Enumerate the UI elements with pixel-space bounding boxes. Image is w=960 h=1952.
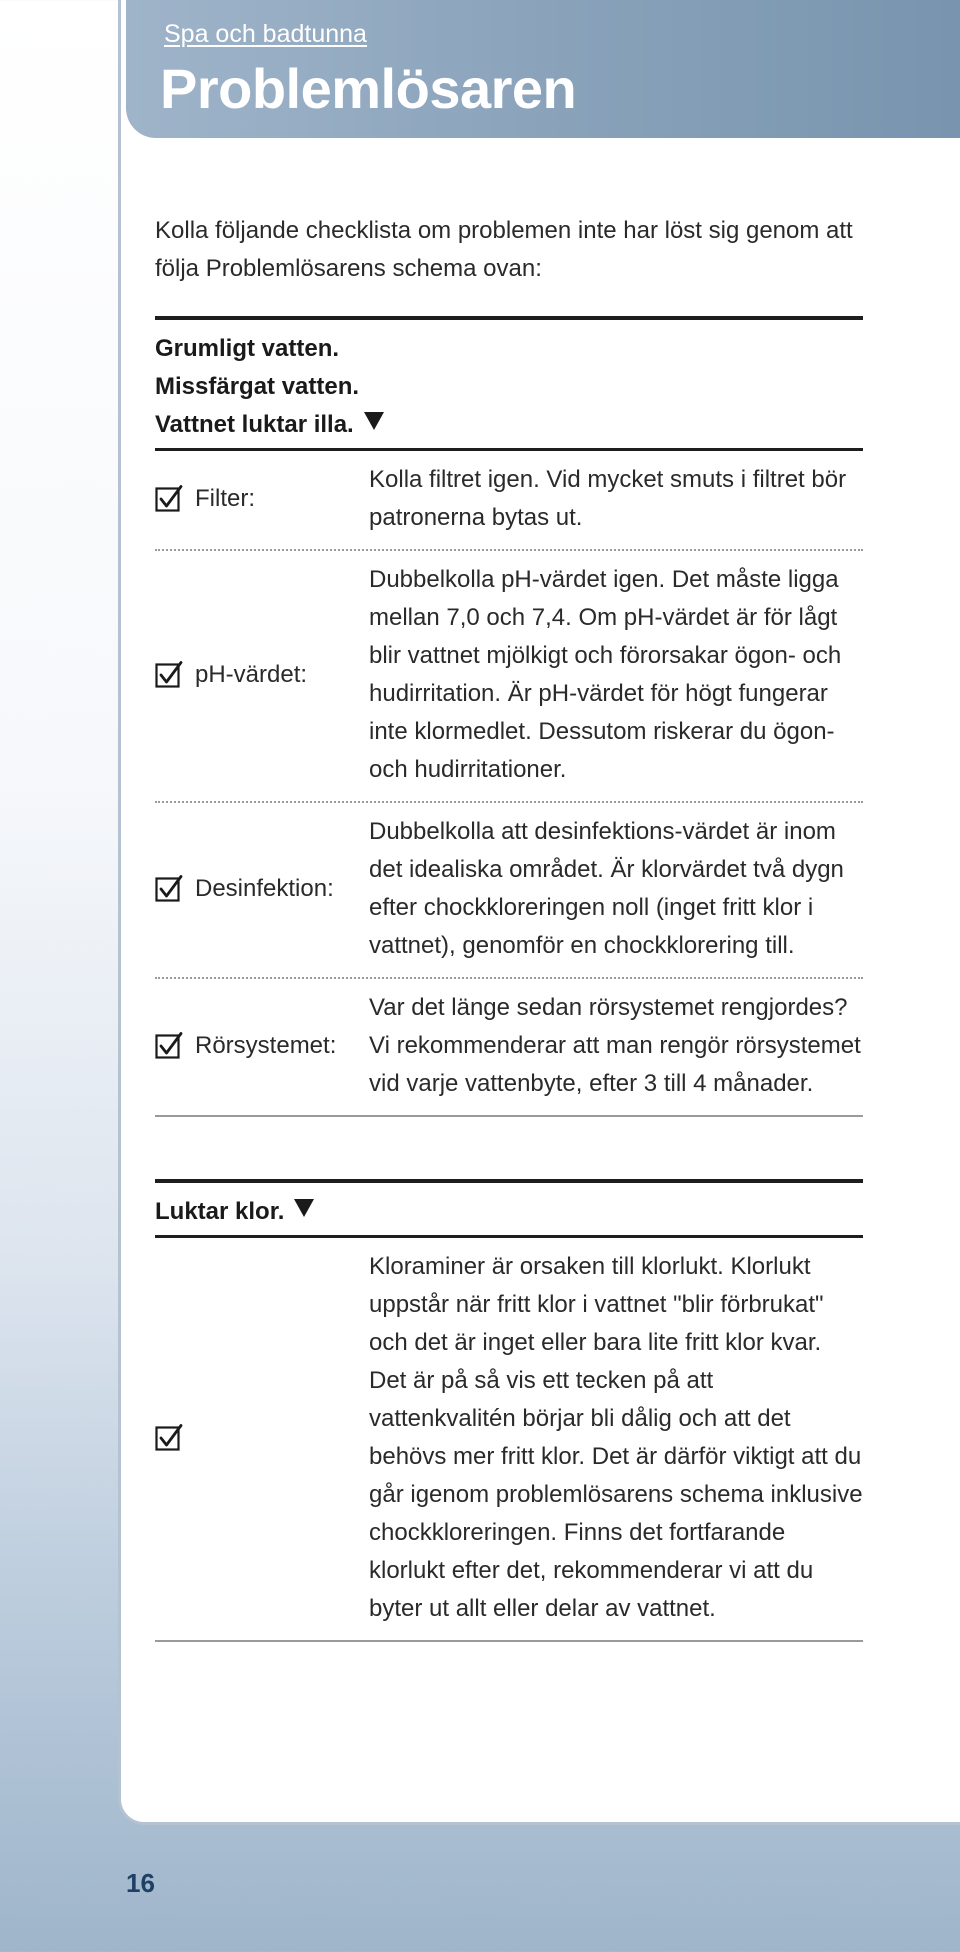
checklist-row-disinfection	[155, 803, 863, 979]
checkbox-checked-icon	[155, 1424, 183, 1452]
section-chlorine-smell	[155, 1179, 863, 1642]
header-subtitle[interactable]: Spa och badtunna	[164, 20, 367, 48]
page-header	[126, 0, 960, 138]
page-number: 16	[126, 1868, 155, 1898]
row-label: pH-värdet:	[155, 661, 369, 689]
checkbox-checked-icon	[155, 1032, 183, 1060]
checklist-row-filter	[155, 451, 863, 551]
row-label: Rörsystemet:	[155, 1032, 369, 1060]
checkbox-checked-icon	[155, 875, 183, 903]
row-text: Dubbelkolla att desinfektions-värdet är inom det idealiska området. Är klorvärdet två dygn efter chockkloreringen noll (inget fritt klor i vattnet), genomför en chockklorering till.	[369, 818, 844, 959]
row-label: Filter:	[155, 485, 369, 513]
row-label	[155, 1424, 369, 1452]
triangle-down-icon	[294, 1199, 314, 1217]
intro-text: Kolla följande checklista om problemen inte har löst sig genom att följa Problemlösarens schema ovan:	[155, 217, 853, 282]
page-title: Problemlösaren	[160, 57, 577, 120]
section-cloudy-water	[155, 316, 863, 1117]
row-text: Kolla filtret igen. Vid mycket smuts i filtret bör patronerna bytas ut.	[369, 466, 847, 531]
checkbox-checked-icon	[155, 661, 183, 689]
problem-discolored: Missfärgat vatten.	[155, 373, 360, 400]
problem-cloudy: Grumligt vatten.	[155, 335, 340, 362]
checklist-row-ph	[155, 551, 863, 803]
row-label: Desinfektion:	[155, 875, 369, 903]
checklist-row-chloramines	[155, 1238, 863, 1642]
section-heading	[155, 1179, 863, 1238]
main-content	[155, 212, 863, 1642]
checklist-row-pipes	[155, 979, 863, 1117]
row-text: Dubbelkolla pH-värdet igen. Det måste ligga mellan 7,0 och 7,4. Om pH-värdet är för lågt blir vattnet mjölkigt och förorsakar ögon- och hudirritation. Är pH-värdet för högt fungerar inte klormedlet. Dessutom riskerar du ögon- och hudirritationer.	[369, 566, 842, 783]
triangle-down-icon	[364, 412, 384, 430]
section-heading	[155, 316, 863, 451]
row-text: Var det länge sedan rörsystemet rengjordes? Vi rekommenderar att man rengör rörsystemet vid varje vattenbyte, efter 3 till 4 månader.	[369, 994, 861, 1097]
problem-chlorine: Luktar klor.	[155, 1193, 863, 1231]
row-text: Kloraminer är orsaken till klorlukt. Klorlukt uppstår när fritt klor i vattnet "blir förbrukat" och det är inget eller bara lite fritt klor kvar. Det är på så vis ett tecken på att vattenkvalitén börjar bli dålig och att det behövs mer fritt klor. Det är därför viktigt att du går igenom problemlösarens schema inklusive chockkloreringen. Finns det fortfarande klorlukt efter det, rekommenderar vi att du byter ut allt eller delar av vattnet.	[369, 1253, 863, 1622]
checkbox-checked-icon	[155, 485, 183, 513]
problem-smell: Vattnet luktar illa.	[155, 406, 863, 444]
